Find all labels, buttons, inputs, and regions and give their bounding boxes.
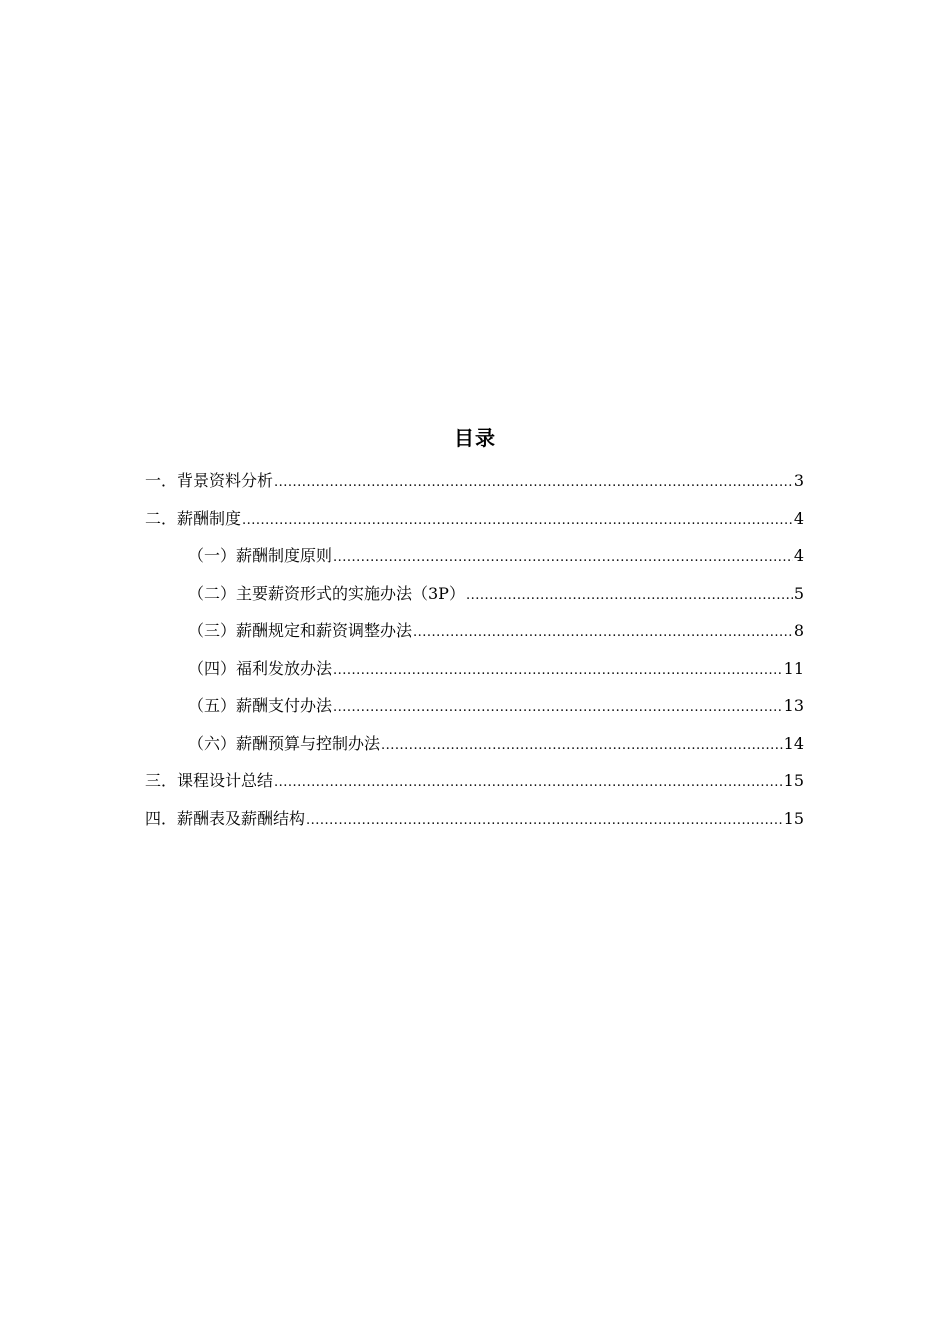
toc-entry-page: 15 (783, 808, 804, 828)
toc-entry[interactable] (0, 541, 950, 579)
toc-entry[interactable] (0, 804, 950, 842)
toc-entry[interactable] (0, 466, 950, 504)
toc-entry-label: （四）福利发放办法 (188, 658, 333, 678)
toc-entry-label: （五）薪酬支付办法 (188, 696, 333, 715)
toc-entry[interactable] (0, 579, 950, 617)
toc-entry-page: 11 (783, 658, 804, 678)
toc-entry[interactable] (0, 616, 950, 654)
toc-dot-leader (274, 768, 783, 798)
toc-entry-page: 4 (793, 546, 804, 565)
toc-dot-leader (333, 693, 783, 723)
toc-entry-page: 3 (793, 471, 804, 490)
toc-dot-leader (306, 806, 783, 836)
toc-dot-leader (333, 543, 793, 573)
toc-dot-leader (381, 731, 783, 761)
toc-entry-page: 4 (793, 508, 804, 528)
toc-dot-leader (274, 468, 793, 498)
toc-entry-label: 一．背景资料分析 (145, 471, 274, 490)
toc-dot-leader (413, 618, 793, 648)
toc-entry-label: 四．薪酬表及薪酬结构 (145, 808, 306, 828)
toc-dot-leader (333, 656, 783, 686)
toc-entry-label: （一）薪酬制度原则 (188, 546, 333, 565)
toc-entry-page: 14 (783, 733, 804, 753)
toc-entry-label: （六）薪酬预算与控制办法 (188, 733, 381, 753)
toc-dot-leader (242, 506, 793, 536)
toc-entry[interactable] (0, 729, 950, 767)
toc-entry-label: 二．薪酬制度 (145, 508, 242, 528)
toc-entry-page: 5 (793, 583, 804, 603)
toc-entry-page: 8 (793, 621, 804, 640)
page-title: 目录 (454, 426, 496, 450)
toc-entry-page: 13 (783, 696, 804, 715)
toc-entry-label: （二）主要薪资形式的实施办法（3P） (188, 583, 465, 603)
toc-entry[interactable] (0, 766, 950, 804)
toc-entry-label: （三）薪酬规定和薪资调整办法 (188, 621, 413, 640)
toc-list (0, 466, 950, 841)
toc-entry-label: 三．课程设计总结 (145, 771, 274, 790)
toc-entry[interactable] (0, 691, 950, 729)
toc-dot-leader (466, 581, 793, 611)
toc-entry-page: 15 (783, 771, 804, 790)
toc-entry[interactable] (0, 504, 950, 542)
toc-entry[interactable] (0, 654, 950, 692)
